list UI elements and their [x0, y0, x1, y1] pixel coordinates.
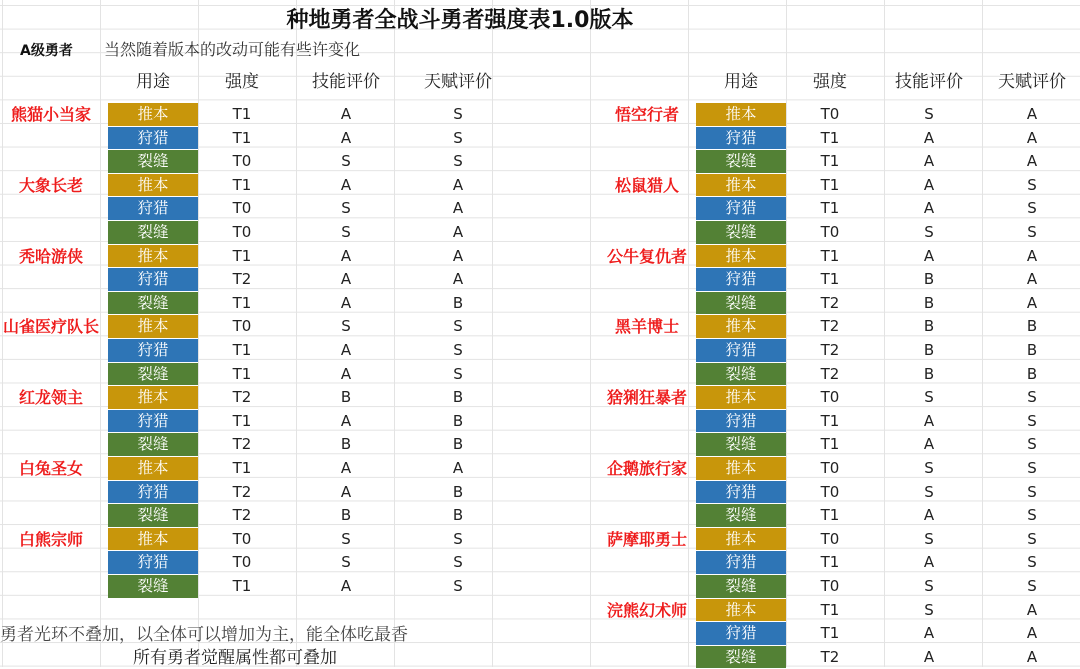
skill-rating-cell: A [340, 411, 352, 430]
skill-rating-cell: S [924, 482, 934, 501]
strength-cell: T0 [820, 105, 840, 123]
talent-rating-cell: S [1027, 388, 1037, 407]
strength-cell: T0 [232, 152, 252, 171]
strength-cell: T1 [820, 435, 840, 454]
usage-cell: 推本 [108, 386, 198, 410]
strength-cell: T2 [232, 506, 252, 525]
strength-cell: T1 [232, 411, 252, 430]
talent-rating-cell: A [1026, 600, 1038, 619]
usage-cell: 推本 [696, 315, 786, 339]
strength-cell: T0 [820, 529, 840, 548]
talent-rating-cell: S [1027, 223, 1037, 241]
skill-rating-cell: S [341, 553, 351, 572]
skill-rating-cell: A [923, 152, 935, 171]
hero-name: 山雀医疗队长 [2, 317, 99, 337]
skill-rating-cell: B [340, 506, 352, 525]
talent-rating-cell: S [1027, 435, 1037, 454]
skill-rating-cell: A [340, 105, 352, 123]
talent-rating-cell: A [1026, 647, 1038, 666]
talent-rating-cell: S [453, 529, 463, 548]
skill-rating-cell: A [340, 128, 352, 147]
talent-rating-cell: B [452, 388, 464, 407]
usage-cell: 裂缝 [696, 363, 786, 387]
footer-note-aura: 勇者光环不叠加，以全体可以增加为主，能全体吃最香 [0, 625, 408, 645]
talent-rating-cell: A [1026, 246, 1038, 265]
usage-cell: 推本 [108, 528, 198, 552]
talent-rating-cell: A [452, 270, 464, 289]
strength-cell: T0 [820, 388, 840, 407]
skill-rating-cell: S [341, 317, 351, 336]
strength-cell: T1 [820, 553, 840, 572]
hero-name: 猞猁狂暴者 [606, 388, 687, 408]
strength-cell: T2 [820, 341, 840, 359]
strength-cell: T2 [820, 317, 840, 336]
hero-name: 企鹅旅行家 [606, 459, 687, 478]
talent-rating-cell: A [1026, 270, 1038, 289]
usage-cell: 狩猎 [696, 268, 786, 292]
hero-name: 公牛复仇者 [606, 246, 687, 266]
usage-cell: 推本 [108, 174, 198, 198]
skill-rating-cell: S [924, 600, 934, 619]
strength-cell: T2 [820, 364, 840, 383]
strength-cell: T2 [232, 388, 252, 407]
talent-rating-cell: A [1026, 624, 1038, 643]
skill-rating-cell: A [340, 459, 352, 477]
talent-rating-cell: A [1026, 293, 1038, 312]
usage-cell: 推本 [696, 174, 786, 198]
skill-rating-cell: A [340, 270, 352, 289]
talent-rating-cell: B [452, 411, 464, 430]
usage-cell: 狩猎 [108, 339, 198, 363]
hero-name: 萨摩耶勇士 [606, 529, 687, 549]
hero-name: 大象长老 [18, 175, 83, 195]
usage-cell: 裂缝 [696, 433, 786, 457]
strength-cell: T0 [232, 223, 252, 241]
usage-cell: 狩猎 [696, 551, 786, 575]
usage-cell: 裂缝 [108, 150, 198, 174]
skill-rating-cell: S [924, 223, 934, 241]
skill-rating-cell: A [340, 293, 352, 312]
strength-cell: T1 [820, 270, 840, 289]
header-usage-right: 用途 [724, 72, 758, 92]
header-strength-right: 强度 [813, 72, 847, 92]
strength-cell: T0 [232, 317, 252, 336]
usage-cell: 推本 [696, 457, 786, 481]
strength-cell: T1 [232, 364, 252, 383]
header-talent-right: 天赋评价 [998, 72, 1066, 92]
usage-cell: 推本 [108, 457, 198, 481]
talent-rating-cell: S [453, 364, 463, 383]
skill-rating-cell: B [923, 317, 935, 336]
strength-cell: T1 [820, 128, 840, 147]
talent-rating-cell: S [1027, 482, 1037, 501]
usage-cell: 狩猎 [696, 339, 786, 363]
talent-rating-cell: B [452, 482, 464, 501]
talent-rating-cell: S [453, 128, 463, 147]
hero-name: 白熊宗师 [18, 529, 83, 549]
skill-rating-cell: S [924, 388, 934, 407]
strength-cell: T1 [820, 246, 840, 265]
strength-cell: T2 [820, 647, 840, 666]
skill-rating-cell: S [924, 459, 934, 477]
talent-rating-cell: A [1026, 152, 1038, 171]
usage-cell: 推本 [696, 599, 786, 623]
usage-cell: 裂缝 [696, 292, 786, 316]
skill-rating-cell: A [923, 175, 935, 194]
usage-cell: 推本 [696, 386, 786, 410]
skill-rating-cell: A [923, 128, 935, 147]
skill-rating-cell: S [341, 152, 351, 171]
talent-rating-cell: S [1027, 199, 1037, 218]
talent-rating-cell: B [452, 435, 464, 454]
strength-cell: T1 [232, 577, 252, 595]
strength-cell: T2 [820, 293, 840, 312]
usage-cell: 裂缝 [108, 292, 198, 316]
usage-cell: 狩猎 [108, 268, 198, 292]
usage-cell: 狩猎 [696, 410, 786, 434]
skill-rating-cell: A [340, 482, 352, 501]
talent-rating-cell: A [452, 199, 464, 218]
skill-rating-cell: A [923, 624, 935, 643]
hero-name: 秃哈游侠 [18, 246, 83, 266]
usage-cell: 裂缝 [696, 504, 786, 528]
skill-rating-cell: A [923, 506, 935, 525]
usage-cell: 狩猎 [696, 622, 786, 646]
skill-rating-cell: B [923, 364, 935, 383]
talent-rating-cell: S [453, 105, 463, 123]
skill-rating-cell: B [923, 293, 935, 312]
talent-rating-cell: S [453, 341, 463, 359]
hero-name: 悟空行者 [614, 105, 679, 124]
skill-rating-cell: S [924, 105, 934, 123]
talent-rating-cell: A [1026, 105, 1038, 123]
skill-rating-cell: A [923, 246, 935, 265]
usage-cell: 裂缝 [108, 363, 198, 387]
skill-rating-cell: B [923, 270, 935, 289]
talent-rating-cell: S [453, 317, 463, 336]
usage-cell: 狩猎 [108, 127, 198, 151]
usage-cell: 推本 [696, 245, 786, 269]
talent-rating-cell: S [1027, 529, 1037, 548]
skill-rating-cell: B [923, 341, 935, 359]
usage-cell: 裂缝 [696, 575, 786, 599]
usage-cell: 裂缝 [108, 433, 198, 457]
strength-cell: T0 [820, 459, 840, 477]
strength-cell: T1 [232, 128, 252, 147]
usage-cell: 狩猎 [108, 481, 198, 505]
header-strength-left: 强度 [225, 72, 259, 92]
usage-cell: 裂缝 [108, 575, 198, 599]
skill-rating-cell: S [341, 199, 351, 218]
talent-rating-cell: B [452, 293, 464, 312]
skill-rating-cell: A [340, 341, 352, 359]
usage-cell: 推本 [108, 245, 198, 269]
talent-rating-cell: S [1027, 411, 1037, 430]
usage-cell: 狩猎 [696, 197, 786, 221]
usage-cell: 狩猎 [108, 197, 198, 221]
usage-cell: 狩猎 [696, 481, 786, 505]
talent-rating-cell: A [452, 175, 464, 194]
strength-cell: T1 [232, 175, 252, 194]
skill-rating-cell: A [923, 411, 935, 430]
strength-cell: T1 [820, 175, 840, 194]
strength-cell: T2 [232, 270, 252, 289]
strength-cell: T1 [820, 411, 840, 430]
usage-cell: 狩猎 [696, 127, 786, 151]
strength-cell: T2 [232, 435, 252, 454]
talent-rating-cell: S [453, 577, 463, 595]
skill-rating-cell: A [340, 364, 352, 383]
strength-cell: T1 [232, 246, 252, 265]
usage-cell: 推本 [696, 103, 786, 127]
skill-rating-cell: A [923, 553, 935, 572]
skill-rating-cell: B [340, 388, 352, 407]
header-usage-left: 用途 [136, 72, 170, 92]
header-skill-right: 技能评价 [895, 72, 963, 92]
talent-rating-cell: A [452, 223, 464, 241]
page-title: 种地勇者全战斗勇者强度表1.0版本 [286, 8, 634, 33]
strength-cell: T0 [232, 553, 252, 572]
strength-cell: T1 [232, 341, 252, 359]
header-talent-left: 天赋评价 [424, 72, 492, 92]
skill-rating-cell: A [923, 435, 935, 454]
usage-cell: 狩猎 [108, 410, 198, 434]
skill-rating-cell: A [340, 577, 352, 595]
talent-rating-cell: A [452, 246, 464, 265]
tier-label: A级勇者 [20, 43, 73, 59]
strength-cell: T1 [820, 506, 840, 525]
talent-rating-cell: S [1027, 459, 1037, 477]
strength-cell: T1 [232, 293, 252, 312]
talent-rating-cell: B [1026, 317, 1038, 336]
skill-rating-cell: A [923, 647, 935, 666]
strength-cell: T1 [820, 199, 840, 218]
strength-cell: T0 [820, 223, 840, 241]
usage-cell: 推本 [108, 315, 198, 339]
hero-name: 红龙领主 [18, 388, 83, 408]
usage-cell: 推本 [696, 528, 786, 552]
footer-note-awaken: 所有勇者觉醒属性都可叠加 [133, 648, 337, 668]
talent-rating-cell: S [1027, 506, 1037, 525]
talent-rating-cell: A [452, 459, 464, 477]
talent-rating-cell: S [1027, 175, 1037, 194]
usage-cell: 裂缝 [696, 221, 786, 245]
hero-name: 熊猫小当家 [10, 105, 91, 124]
talent-rating-cell: A [1026, 128, 1038, 147]
usage-cell: 裂缝 [108, 504, 198, 528]
usage-cell: 裂缝 [696, 646, 786, 669]
hero-name: 松鼠猎人 [614, 175, 679, 195]
strength-cell: T1 [820, 624, 840, 643]
version-note: 当然随着版本的改动可能有些许变化 [104, 40, 361, 59]
usage-cell: 推本 [108, 103, 198, 127]
skill-rating-cell: A [340, 175, 352, 194]
talent-rating-cell: B [1026, 341, 1038, 359]
strength-cell: T0 [232, 199, 252, 218]
hero-name: 浣熊幻术师 [606, 600, 687, 620]
strength-cell: T0 [232, 529, 252, 548]
skill-rating-cell: S [341, 529, 351, 548]
hero-name: 黑羊博士 [614, 317, 679, 337]
usage-cell: 裂缝 [696, 150, 786, 174]
skill-rating-cell: A [923, 199, 935, 218]
skill-rating-cell: A [340, 246, 352, 265]
skill-rating-cell: S [341, 223, 351, 241]
talent-rating-cell: S [453, 553, 463, 572]
usage-cell: 狩猎 [108, 551, 198, 575]
strength-cell: T2 [232, 482, 252, 501]
usage-cell: 裂缝 [108, 221, 198, 245]
hero-name: 白兔圣女 [18, 459, 83, 478]
talent-rating-cell: B [452, 506, 464, 525]
strength-cell: T0 [820, 577, 840, 595]
talent-rating-cell: B [1026, 364, 1038, 383]
strength-cell: T1 [232, 459, 252, 477]
header-skill-left: 技能评价 [312, 72, 380, 92]
skill-rating-cell: S [924, 529, 934, 548]
talent-rating-cell: S [1027, 577, 1037, 595]
strength-cell: T1 [820, 600, 840, 619]
skill-rating-cell: B [340, 435, 352, 454]
strength-cell: T1 [820, 152, 840, 171]
talent-rating-cell: S [453, 152, 463, 171]
strength-cell: T0 [820, 482, 840, 501]
skill-rating-cell: S [924, 577, 934, 595]
strength-cell: T1 [232, 105, 252, 123]
talent-rating-cell: S [1027, 553, 1037, 572]
